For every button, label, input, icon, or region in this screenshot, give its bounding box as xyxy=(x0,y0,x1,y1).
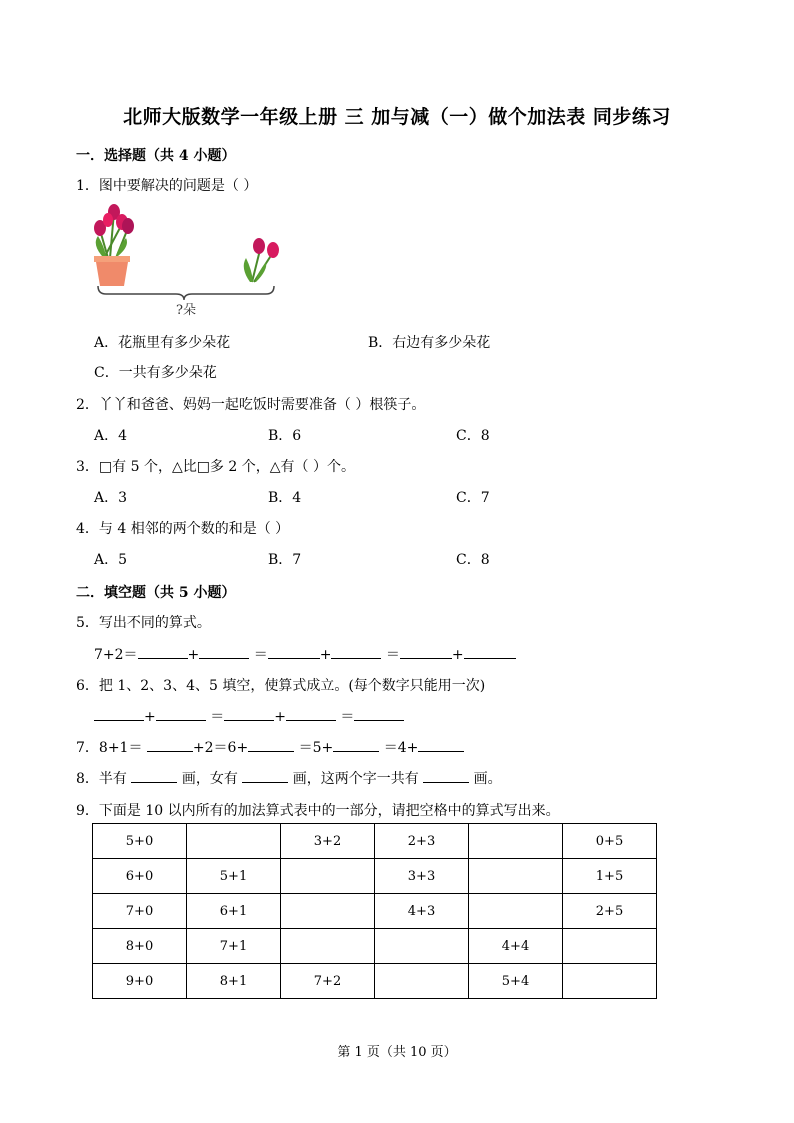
question-text: 画，这两个字一共有 xyxy=(292,771,419,787)
table-row xyxy=(93,929,657,964)
equation-lead: 7+2＝ xyxy=(94,647,138,663)
figure-label: ?朵 xyxy=(176,303,196,318)
table-cell[interactable] xyxy=(469,894,563,929)
table-cell[interactable]: 5+0 xyxy=(93,824,187,859)
answer-blank[interactable] xyxy=(156,706,206,721)
table-cell[interactable]: 9+0 xyxy=(93,964,187,999)
option-c: C．8 xyxy=(456,428,490,444)
answer-blank[interactable] xyxy=(248,737,294,752)
answer-blank[interactable] xyxy=(94,706,144,721)
question-2: 2．丫丫和爸爸、妈妈一起吃饭时需要准备（ ）根筷子。 xyxy=(76,397,426,413)
question-9: 9．下面是 10 以内所有的加法算式表中的一部分，请把空格中的算式写出来。 xyxy=(76,803,560,819)
table-cell[interactable]: 8+0 xyxy=(93,929,187,964)
answer-blank[interactable] xyxy=(268,644,320,659)
option-a: A．花瓶里有多少朵花 xyxy=(94,335,231,351)
question-6: 6．把 1、2、3、4、5 填空，使算式成立。(每个数字只能用一次) xyxy=(76,678,486,694)
answer-blank[interactable] xyxy=(333,737,379,752)
option-b: B．7 xyxy=(268,552,302,568)
equation-part: +2＝6+ xyxy=(192,740,249,756)
table-cell[interactable]: 2+5 xyxy=(563,894,657,929)
answer-blank[interactable] xyxy=(131,768,177,783)
plus-sign: + xyxy=(451,647,464,663)
flower-pot-icon xyxy=(94,204,134,286)
section-heading-fill: 二．填空题（共 5 小题） xyxy=(76,585,236,601)
equals-sign: ＝ xyxy=(385,647,400,663)
plus-sign: + xyxy=(144,709,156,725)
question-4: 4．与 4 相邻的两个数的和是（ ） xyxy=(76,521,290,537)
option-a: A．3 xyxy=(94,490,128,506)
option-b: B．6 xyxy=(268,428,302,444)
table-row xyxy=(93,964,657,999)
equation-lead: 7．8+1＝ xyxy=(76,740,143,756)
option-b: B．右边有多少朵花 xyxy=(368,335,491,351)
option-a: A．5 xyxy=(94,552,128,568)
table-cell[interactable] xyxy=(187,824,281,859)
table-cell[interactable] xyxy=(563,929,657,964)
equation-part: ＝4+ xyxy=(383,740,419,756)
question-1: 1．图中要解决的问题是（ ） xyxy=(76,178,258,194)
flowers-figure xyxy=(88,200,288,318)
answer-blank[interactable] xyxy=(418,737,464,752)
page-footer: 第 1 页（共 10 页） xyxy=(337,1045,457,1060)
question-text: 画，女有 xyxy=(181,771,238,787)
flowers-right-icon xyxy=(244,238,279,282)
question-3: 3．□有 5 个，△比□多 2 个，△有（ ）个。 xyxy=(76,459,355,475)
plus-sign: + xyxy=(274,709,286,725)
option-c: C．一共有多少朵花 xyxy=(94,365,217,381)
answer-blank[interactable] xyxy=(400,644,452,659)
table-cell[interactable] xyxy=(563,964,657,999)
table-cell[interactable]: 7+2 xyxy=(281,964,375,999)
table-cell[interactable]: 7+0 xyxy=(93,894,187,929)
equals-sign: ＝ xyxy=(340,709,355,725)
answer-blank[interactable] xyxy=(354,706,404,721)
table-cell[interactable]: 1+5 xyxy=(563,859,657,894)
table-cell[interactable]: 2+3 xyxy=(375,824,469,859)
table-cell[interactable]: 3+2 xyxy=(281,824,375,859)
option-c: C．7 xyxy=(456,490,490,506)
equation-row-6 xyxy=(94,706,404,726)
option-c: C．8 xyxy=(456,552,490,568)
equals-sign: ＝ xyxy=(253,647,268,663)
plus-sign: + xyxy=(319,647,332,663)
table-cell[interactable]: 0+5 xyxy=(563,824,657,859)
answer-blank[interactable] xyxy=(199,644,249,659)
table-row xyxy=(93,824,657,859)
table-cell[interactable] xyxy=(281,859,375,894)
table-cell[interactable]: 5+1 xyxy=(187,859,281,894)
table-cell[interactable] xyxy=(375,929,469,964)
table-cell[interactable]: 4+4 xyxy=(469,929,563,964)
table-cell[interactable]: 4+3 xyxy=(375,894,469,929)
answer-blank[interactable] xyxy=(286,706,336,721)
table-cell[interactable]: 8+1 xyxy=(187,964,281,999)
table-row xyxy=(93,894,657,929)
equals-sign: ＝ xyxy=(210,709,225,725)
question-text: 8．半有 xyxy=(76,771,127,787)
answer-blank[interactable] xyxy=(242,768,288,783)
answer-blank[interactable] xyxy=(331,644,381,659)
table-cell[interactable] xyxy=(281,894,375,929)
page-title: 北师大版数学一年级上册 三 加与减（一）做个加法表 同步练习 xyxy=(123,106,671,128)
answer-blank[interactable] xyxy=(147,737,193,752)
table-cell[interactable]: 6+0 xyxy=(93,859,187,894)
answer-blank[interactable] xyxy=(423,768,469,783)
table-cell[interactable]: 3+3 xyxy=(375,859,469,894)
option-a: A．4 xyxy=(94,428,128,444)
answer-blank[interactable] xyxy=(138,644,188,659)
answer-blank[interactable] xyxy=(464,644,516,659)
option-b: B．4 xyxy=(268,490,302,506)
equation-row-5 xyxy=(94,644,516,664)
addition-table xyxy=(92,823,657,999)
question-8 xyxy=(76,768,502,788)
table-cell[interactable]: 7+1 xyxy=(187,929,281,964)
question-5: 5．写出不同的算式。 xyxy=(76,615,211,631)
table-cell[interactable]: 6+1 xyxy=(187,894,281,929)
question-text: 画。 xyxy=(473,771,502,787)
table-cell[interactable] xyxy=(375,964,469,999)
equation-part: ＝5+ xyxy=(298,740,334,756)
question-7 xyxy=(76,737,464,757)
section-heading-choice: 一．选择题（共 4 小题） xyxy=(76,148,236,164)
table-cell[interactable] xyxy=(469,859,563,894)
answer-blank[interactable] xyxy=(224,706,274,721)
bracket xyxy=(98,286,274,300)
table-cell[interactable]: 5+4 xyxy=(469,964,563,999)
table-cell[interactable] xyxy=(281,929,375,964)
table-cell[interactable] xyxy=(469,824,563,859)
table-row xyxy=(93,859,657,894)
plus-sign: + xyxy=(187,647,200,663)
